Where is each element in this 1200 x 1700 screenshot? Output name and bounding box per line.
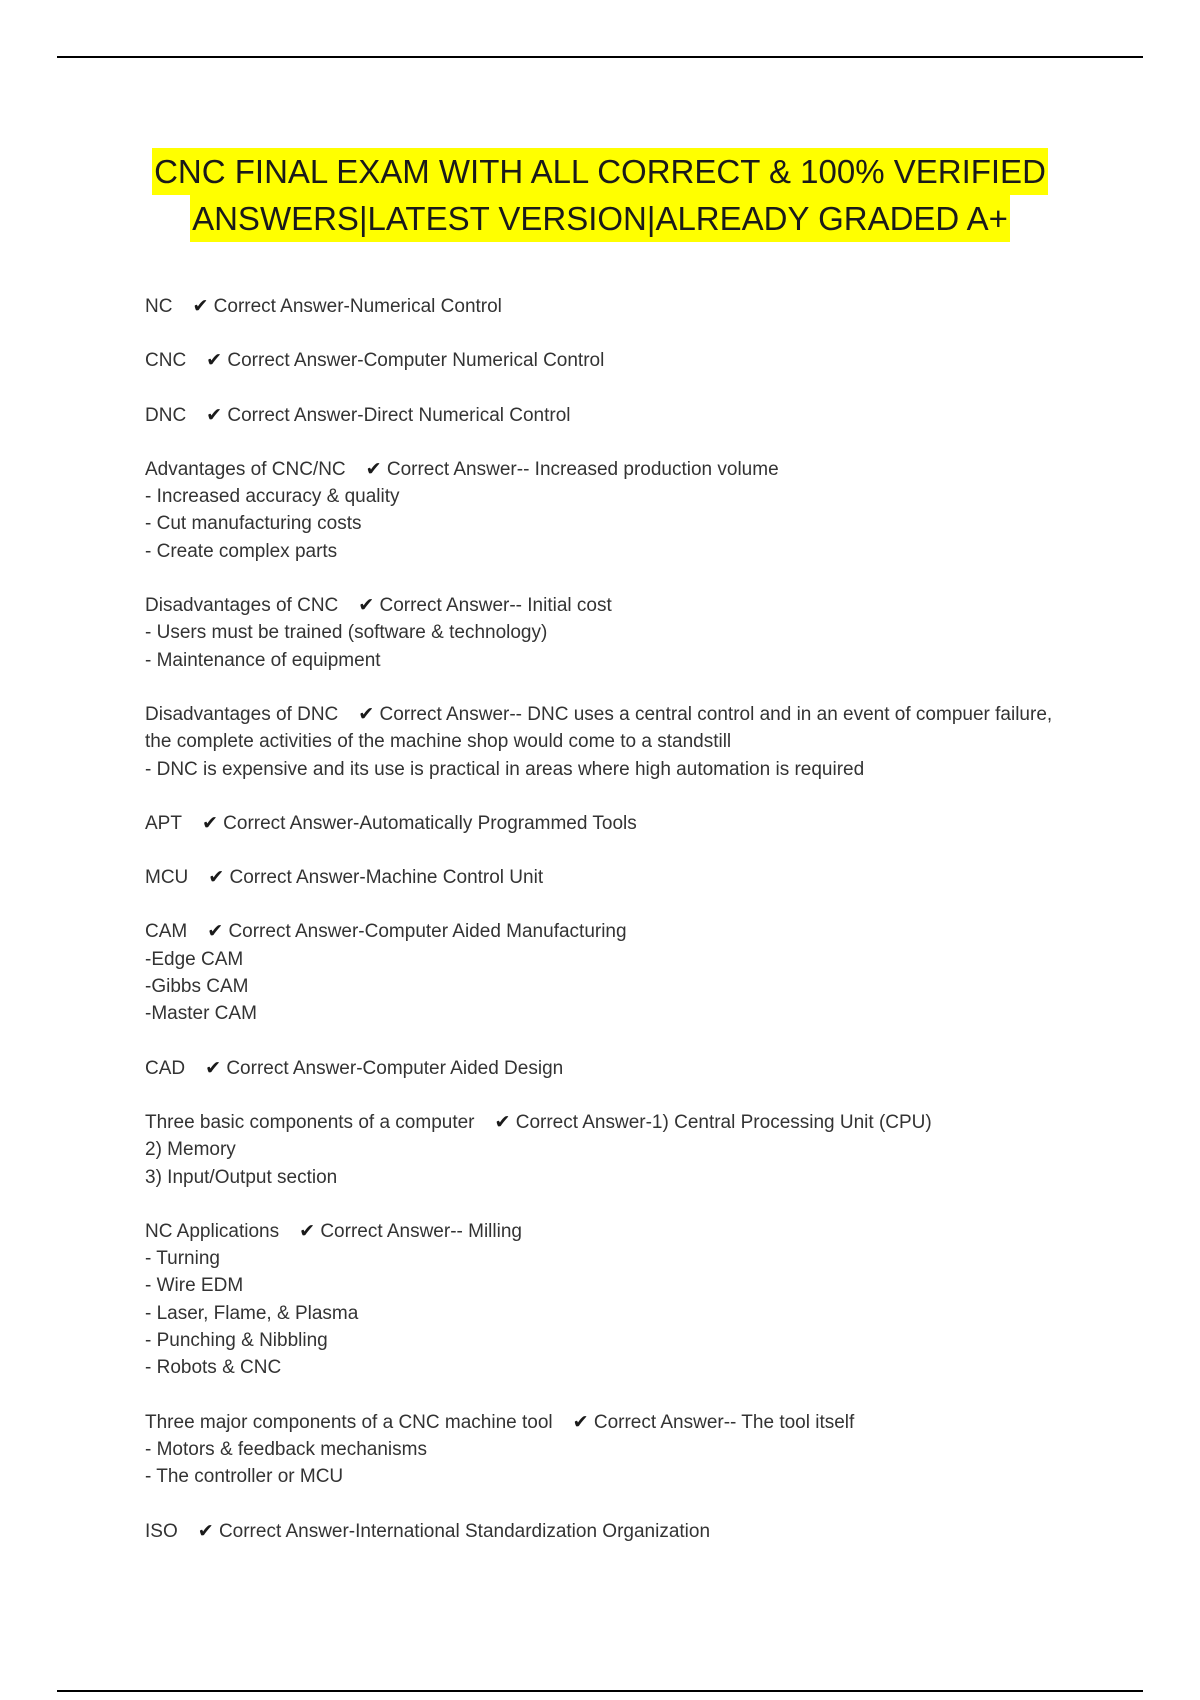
checkmark-icon: ✔ (494, 1111, 511, 1133)
answer-extra-line: -Gibbs CAM (145, 976, 249, 998)
answer-prefix: Correct Answer- (228, 921, 365, 943)
qa-entry (145, 1409, 1065, 1491)
checkmark-icon: ✔ (358, 595, 375, 617)
answer-extra-line: - Maintenance of equipment (145, 649, 381, 671)
answer-text: International Standardization Organization (355, 1520, 711, 1542)
answer-prefix: Correct Answer- (213, 296, 350, 317)
qa-entry (145, 456, 1065, 565)
qa-entry (145, 701, 1065, 783)
question-line (145, 1055, 1065, 1082)
question-line (145, 347, 1065, 374)
question-line (145, 810, 1065, 837)
title-line-1: CNC FINAL EXAM WITH ALL CORRECT & 100% VERIFIED (152, 148, 1048, 195)
answer-text: Numerical Control (349, 296, 502, 317)
answer-prefix: Correct Answer- (226, 1057, 363, 1079)
qa-entry (145, 402, 1065, 429)
qa-entry (145, 592, 1065, 674)
checkmark-icon: ✔ (192, 296, 209, 317)
checkmark-icon: ✔ (208, 867, 225, 889)
question-term: Disadvantages of CNC (145, 595, 339, 617)
qa-entry (145, 1518, 1065, 1545)
answer-text: Machine Control Unit (365, 867, 544, 889)
answer-prefix: Correct Answer- (379, 703, 516, 725)
header-rule (57, 56, 1143, 58)
answer-prefix: Correct Answer- (223, 812, 360, 834)
answer-text: - DNC uses a central control and in an event of compuer failure, the complete activities of the machine shop would come to a standstill (145, 703, 1053, 753)
qa-entry (145, 864, 1065, 891)
question-line (145, 402, 1065, 429)
answer-prefix: Correct Answer- (515, 1111, 652, 1133)
answer-prefix: Correct Answer- (227, 404, 364, 426)
answer-prefix: Correct Answer- (386, 458, 524, 480)
answer-text: - Milling (456, 1220, 522, 1242)
answer-extra-line: - Motors & feedback mechanisms (145, 1438, 427, 1460)
question-line (145, 1218, 1065, 1245)
answer-extra-line: - Punching & Nibbling (145, 1330, 328, 1352)
question-term: ISO (145, 1520, 178, 1542)
question-term: Three basic components of a computer (145, 1111, 475, 1133)
answer-extra-line: -Edge CAM (145, 948, 244, 970)
question-term: Three major components of a CNC machine tool (145, 1411, 553, 1433)
question-term: CAM (145, 921, 188, 943)
question-term: NC (145, 296, 173, 317)
checkmark-icon: ✔ (205, 1057, 222, 1079)
answer-extra-line: - The controller or MCU (145, 1466, 344, 1488)
answer-extra-line: -Master CAM (145, 1003, 257, 1025)
question-line (145, 1109, 1065, 1136)
checkmark-icon: ✔ (206, 404, 223, 426)
answer-text: Direct Numerical Control (363, 404, 571, 426)
answer-text: Computer Numerical Control (363, 350, 605, 372)
checkmark-icon: ✔ (365, 458, 382, 480)
question-term: Advantages of CNC/NC (145, 458, 346, 480)
qa-list (145, 293, 1065, 1572)
question-term: DNC (145, 404, 187, 426)
answer-prefix: Correct Answer- (227, 350, 364, 372)
question-term: MCU (145, 867, 189, 889)
checkmark-icon: ✔ (299, 1220, 316, 1242)
answer-text: - Initial cost (515, 595, 612, 617)
answer-extra-line: - Laser, Flame, & Plasma (145, 1302, 359, 1324)
answer-extra-line: 3) Input/Output section (145, 1166, 338, 1188)
qa-entry (145, 347, 1065, 374)
answer-prefix: Correct Answer- (379, 595, 516, 617)
question-term: NC Applications (145, 1220, 280, 1242)
answer-extra-line: - Turning (145, 1248, 220, 1270)
answer-extra-line: - Wire EDM (145, 1275, 244, 1297)
answer-text: Automatically Programmed Tools (359, 812, 637, 834)
question-line (145, 701, 1065, 756)
answer-prefix: Correct Answer- (218, 1520, 356, 1542)
answer-extra-line: - Increased accuracy & quality (145, 486, 400, 508)
footer-rule (57, 1690, 1143, 1692)
question-term: CAD (145, 1057, 186, 1079)
question-line (145, 1518, 1065, 1545)
document-title (0, 148, 1200, 242)
checkmark-icon: ✔ (197, 1520, 214, 1542)
question-term: Disadvantages of DNC (145, 703, 339, 725)
answer-extra-line: 2) Memory (145, 1139, 236, 1161)
question-line (145, 1409, 1065, 1436)
question-term: APT (145, 812, 182, 834)
checkmark-icon: ✔ (572, 1411, 589, 1433)
answer-text: Computer Aided Manufacturing (364, 921, 627, 943)
question-line (145, 918, 1065, 945)
qa-entry (145, 293, 1065, 320)
question-line (145, 592, 1065, 619)
qa-entry (145, 1055, 1065, 1082)
answer-text: - Increased production volume (523, 458, 779, 480)
answer-text: - The tool itself (730, 1411, 855, 1433)
answer-prefix: Correct Answer- (593, 1411, 731, 1433)
answer-prefix: Correct Answer- (320, 1220, 457, 1242)
qa-entry (145, 810, 1065, 837)
checkmark-icon: ✔ (358, 703, 375, 725)
qa-entry (145, 1109, 1065, 1191)
answer-extra-line: - Create complex parts (145, 540, 338, 562)
question-line (145, 456, 1065, 483)
title-line-2: ANSWERS|LATEST VERSION|ALREADY GRADED A+ (190, 195, 1010, 242)
qa-entry (145, 918, 1065, 1027)
qa-entry (145, 1218, 1065, 1382)
answer-extra-line: - Cut manufacturing costs (145, 513, 362, 535)
answer-prefix: Correct Answer- (229, 867, 366, 889)
answer-extra-line: - Users must be trained (software & technology) (145, 622, 548, 644)
answer-extra-line: - Robots & CNC (145, 1357, 282, 1379)
answer-text: 1) Central Processing Unit (CPU) (651, 1111, 932, 1133)
checkmark-icon: ✔ (201, 812, 218, 834)
question-line (145, 864, 1065, 891)
question-term: CNC (145, 350, 187, 372)
answer-text: Computer Aided Design (362, 1057, 564, 1079)
answer-extra-line: - DNC is expensive and its use is practical in areas where high automation is required (145, 758, 865, 780)
checkmark-icon: ✔ (206, 350, 223, 372)
checkmark-icon: ✔ (207, 921, 224, 943)
question-line (145, 293, 1065, 320)
